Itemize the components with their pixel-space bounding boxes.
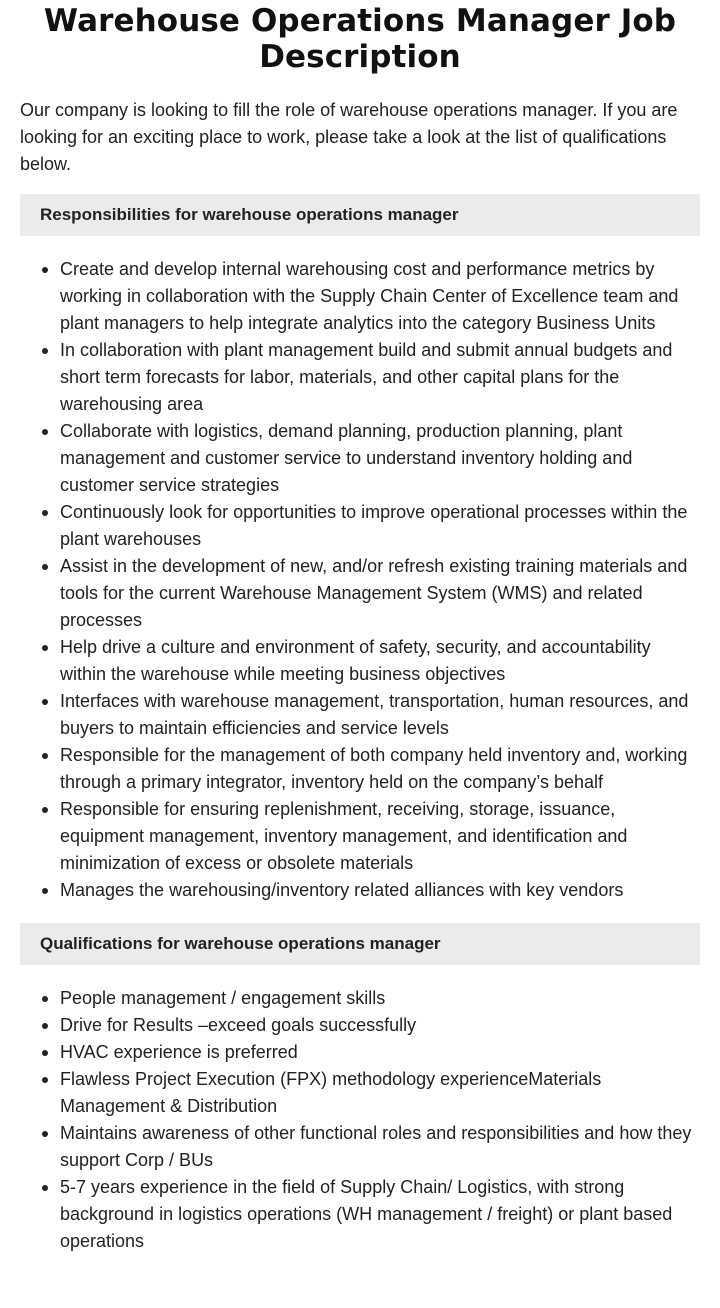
- qualifications-heading: Qualifications for warehouse operations manager: [20, 923, 700, 965]
- list-item: People management / engagement skills: [60, 985, 700, 1012]
- list-item: Continuously look for opportunities to improve operational processes within the plant warehouses: [60, 499, 700, 553]
- list-item: Create and develop internal warehousing cost and performance metrics by working in collaboration with the Supply Chain Center of Excellence team and plant managers to help integrate analytics into the category Business Units: [60, 256, 700, 337]
- list-item: Flawless Project Execution (FPX) methodology experienceMaterials Management & Distribution: [60, 1066, 700, 1120]
- list-item: In collaboration with plant management build and submit annual budgets and short term forecasts for labor, materials, and other capital plans for the warehousing area: [60, 337, 700, 418]
- list-item: Responsible for ensuring replenishment, receiving, storage, issuance, equipment management, inventory management, and identification and minimization of excess or obsolete materials: [60, 796, 700, 877]
- responsibilities-heading: Responsibilities for warehouse operations manager: [20, 194, 700, 236]
- list-item: Interfaces with warehouse management, transportation, human resources, and buyers to maintain efficiencies and service levels: [60, 688, 700, 742]
- qualifications-list: [20, 985, 700, 1255]
- list-item: 5-7 years experience in the field of Supply Chain/ Logistics, with strong background in logistics operations (WH management / freight) or plant based operations: [60, 1174, 700, 1255]
- page-title: Warehouse Operations Manager Job Description: [43, 3, 677, 75]
- list-item: Collaborate with logistics, demand planning, production planning, plant management and customer service to understand inventory holding and customer service strategies: [60, 418, 700, 499]
- list-item: Maintains awareness of other functional roles and responsibilities and how they support Corp / BUs: [60, 1120, 700, 1174]
- list-item: Help drive a culture and environment of safety, security, and accountability within the warehouse while meeting business objectives: [60, 634, 700, 688]
- list-item: HVAC experience is preferred: [60, 1039, 700, 1066]
- list-item: Drive for Results –exceed goals successfully: [60, 1012, 700, 1039]
- list-item: Responsible for the management of both company held inventory and, working through a primary integrator, inventory held on the company’s behalf: [60, 742, 700, 796]
- list-item: Assist in the development of new, and/or refresh existing training materials and tools for the current Warehouse Management System (WMS) and related processes: [60, 553, 700, 634]
- responsibilities-list: [20, 256, 700, 904]
- intro-paragraph: Our company is looking to fill the role of warehouse operations manager. If you are looking for an exciting place to work, please take a look at the list of qualifications below.: [20, 100, 678, 174]
- list-item: Manages the warehousing/inventory related alliances with key vendors: [60, 877, 700, 904]
